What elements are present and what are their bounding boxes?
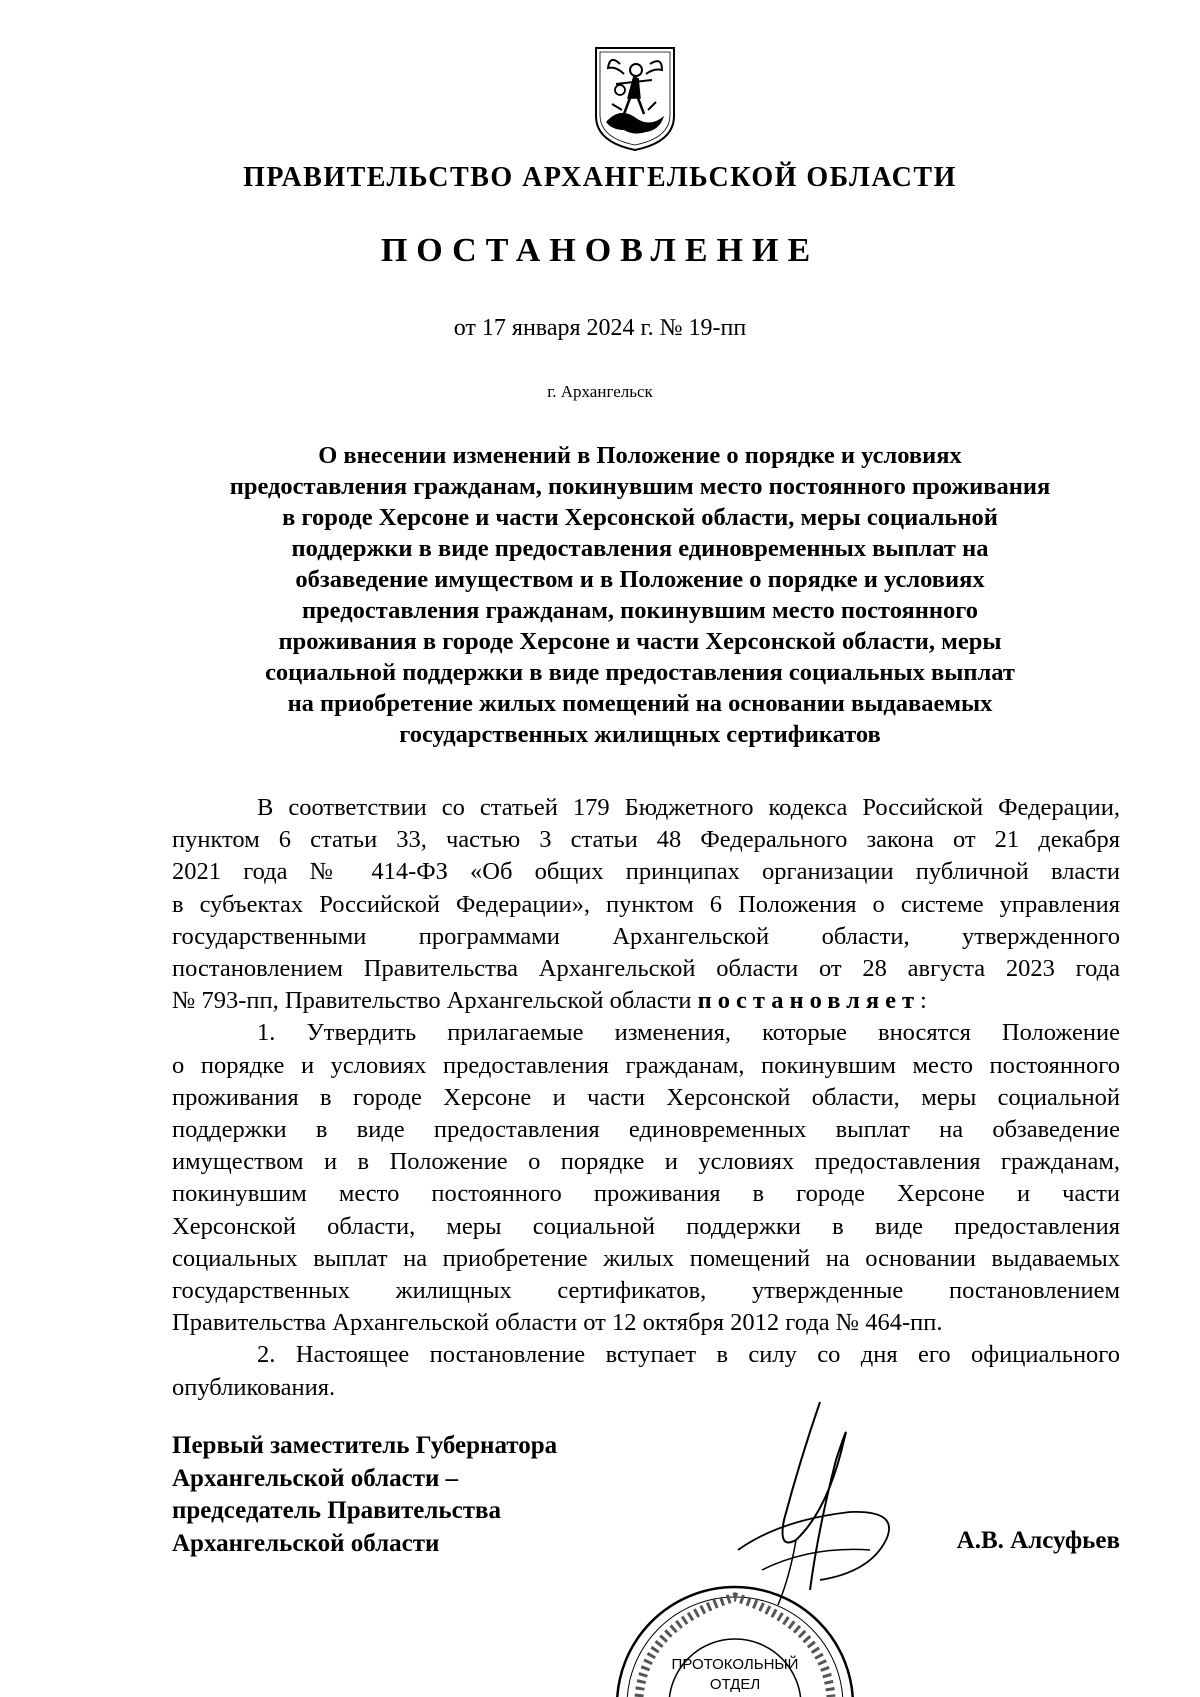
title-line: предоставления гражданам, покинувшим место постоянного bbox=[301, 597, 979, 624]
signer-position-line: Архангельской области bbox=[172, 1529, 440, 1557]
decree-colon: : bbox=[920, 987, 927, 1015]
item-1-line: 1. Утвердить прилагаемые изменения, которые вносятся Положение bbox=[257, 1019, 1120, 1047]
organization-name: ПРАВИТЕЛЬСТВО АРХАНГЕЛЬСКОЙ ОБЛАСТИ bbox=[243, 162, 957, 193]
signer-position-line: Первый заместитель Губернатора bbox=[172, 1432, 558, 1459]
item-2-line: опубликования. bbox=[172, 1373, 336, 1401]
signer-position bbox=[172, 1430, 692, 1560]
title-line: социальной поддержки в виде предоставления социальных выплат bbox=[265, 659, 1015, 686]
title-line: государственных жилищных сертификатов bbox=[399, 721, 881, 748]
preamble-line: пунктом 6 статьи 33, частью 3 статьи 48 Федерального закона от 21 декабря bbox=[172, 826, 1120, 854]
item-1-line: проживания в городе Херсоне и части Херсонской области, меры социальной bbox=[172, 1083, 1120, 1111]
document-type: ПОСТАНОВЛЕНИЕ bbox=[380, 232, 820, 269]
item-1-line: социальных выплат на приобретение жилых помещений на основании выдаваемых bbox=[172, 1244, 1120, 1272]
document-city: г. Архангельск bbox=[547, 382, 653, 401]
item-1-line: покинувшим место постоянного проживания в городе Херсоне и части bbox=[172, 1180, 1120, 1208]
document-title bbox=[160, 440, 1120, 750]
item-1-line: государственных жилищных сертификатов, утвержденные постановлением bbox=[172, 1277, 1120, 1305]
item-1-line: имуществом и в Положение о порядке и условиях предоставления гражданам, bbox=[172, 1148, 1120, 1176]
title-line: на приобретение жилых помещений на основании выдаваемых bbox=[287, 690, 993, 717]
preamble-line: В соответствии со статьей 179 Бюджетного кодекса Российской Федерации, bbox=[257, 794, 1120, 821]
document-body bbox=[172, 792, 1120, 1404]
item-1-line: о порядке и условиях предоставления гражданам, покинувшим место постоянного bbox=[172, 1051, 1120, 1079]
svg-text:ПРОТОКОЛЬНЫЙ: ПРОТОКОЛЬНЫЙ bbox=[671, 1656, 799, 1673]
preamble-last-line bbox=[172, 985, 1120, 1017]
signer-position-line: Архангельской области – bbox=[172, 1464, 459, 1492]
item-1-line: поддержки в виде предоставления единовременных выплат на обзаведение bbox=[172, 1116, 1120, 1144]
signer-position-line: председатель Правительства bbox=[172, 1497, 502, 1524]
decree-word: постановляет bbox=[697, 987, 921, 1015]
title-line: предоставления гражданам, покинувшим место постоянного проживания bbox=[229, 473, 1051, 500]
preamble-line: постановлением Правительства Архангельской области от 28 августа 2023 года bbox=[172, 955, 1120, 983]
preamble-line: в субъектах Российской Федерации», пунктом 6 Положения о системе управления bbox=[172, 890, 1120, 918]
signer-name: А.В. Алсуфьев bbox=[956, 1527, 1120, 1554]
title-line: обзаведение имуществом и в Положение о порядке и условиях bbox=[295, 566, 985, 593]
round-seal-stamp-icon bbox=[615, 1555, 855, 1697]
preamble-line: 2021 года № 414-ФЗ «Об общих принципах организации публичной власти bbox=[172, 858, 1120, 886]
arkhangelsk-coat-of-arms-icon bbox=[590, 44, 680, 154]
item-1-line: Херсонской области, меры социальной поддержки в виде предоставления bbox=[172, 1212, 1120, 1240]
title-line: в городе Херсоне и части Херсонской области, меры социальной bbox=[282, 504, 998, 531]
item-1-line: Правительства Архангельской области от 12 октября 2012 года № 464-пп. bbox=[172, 1309, 943, 1337]
preamble-line: государственными программами Архангельской области, утвержденного bbox=[172, 922, 1120, 950]
item-2-line: 2. Настоящее постановление вступает в силу со дня его официального bbox=[257, 1341, 1120, 1369]
document-date-number: от 17 января 2024 г. № 19-пп bbox=[453, 315, 747, 341]
title-line: поддержки в виде предоставления единовременных выплат на bbox=[291, 535, 989, 562]
title-line: О внесении изменений в Положение о порядке и условиях bbox=[318, 442, 962, 469]
preamble-last-text: № 793-пп, Правительство Архангельской области bbox=[172, 987, 698, 1015]
svg-text:ОТДЕЛ: ОТДЕЛ bbox=[709, 1676, 761, 1693]
title-line: проживания в городе Херсоне и части Херсонской области, меры bbox=[278, 628, 1002, 655]
